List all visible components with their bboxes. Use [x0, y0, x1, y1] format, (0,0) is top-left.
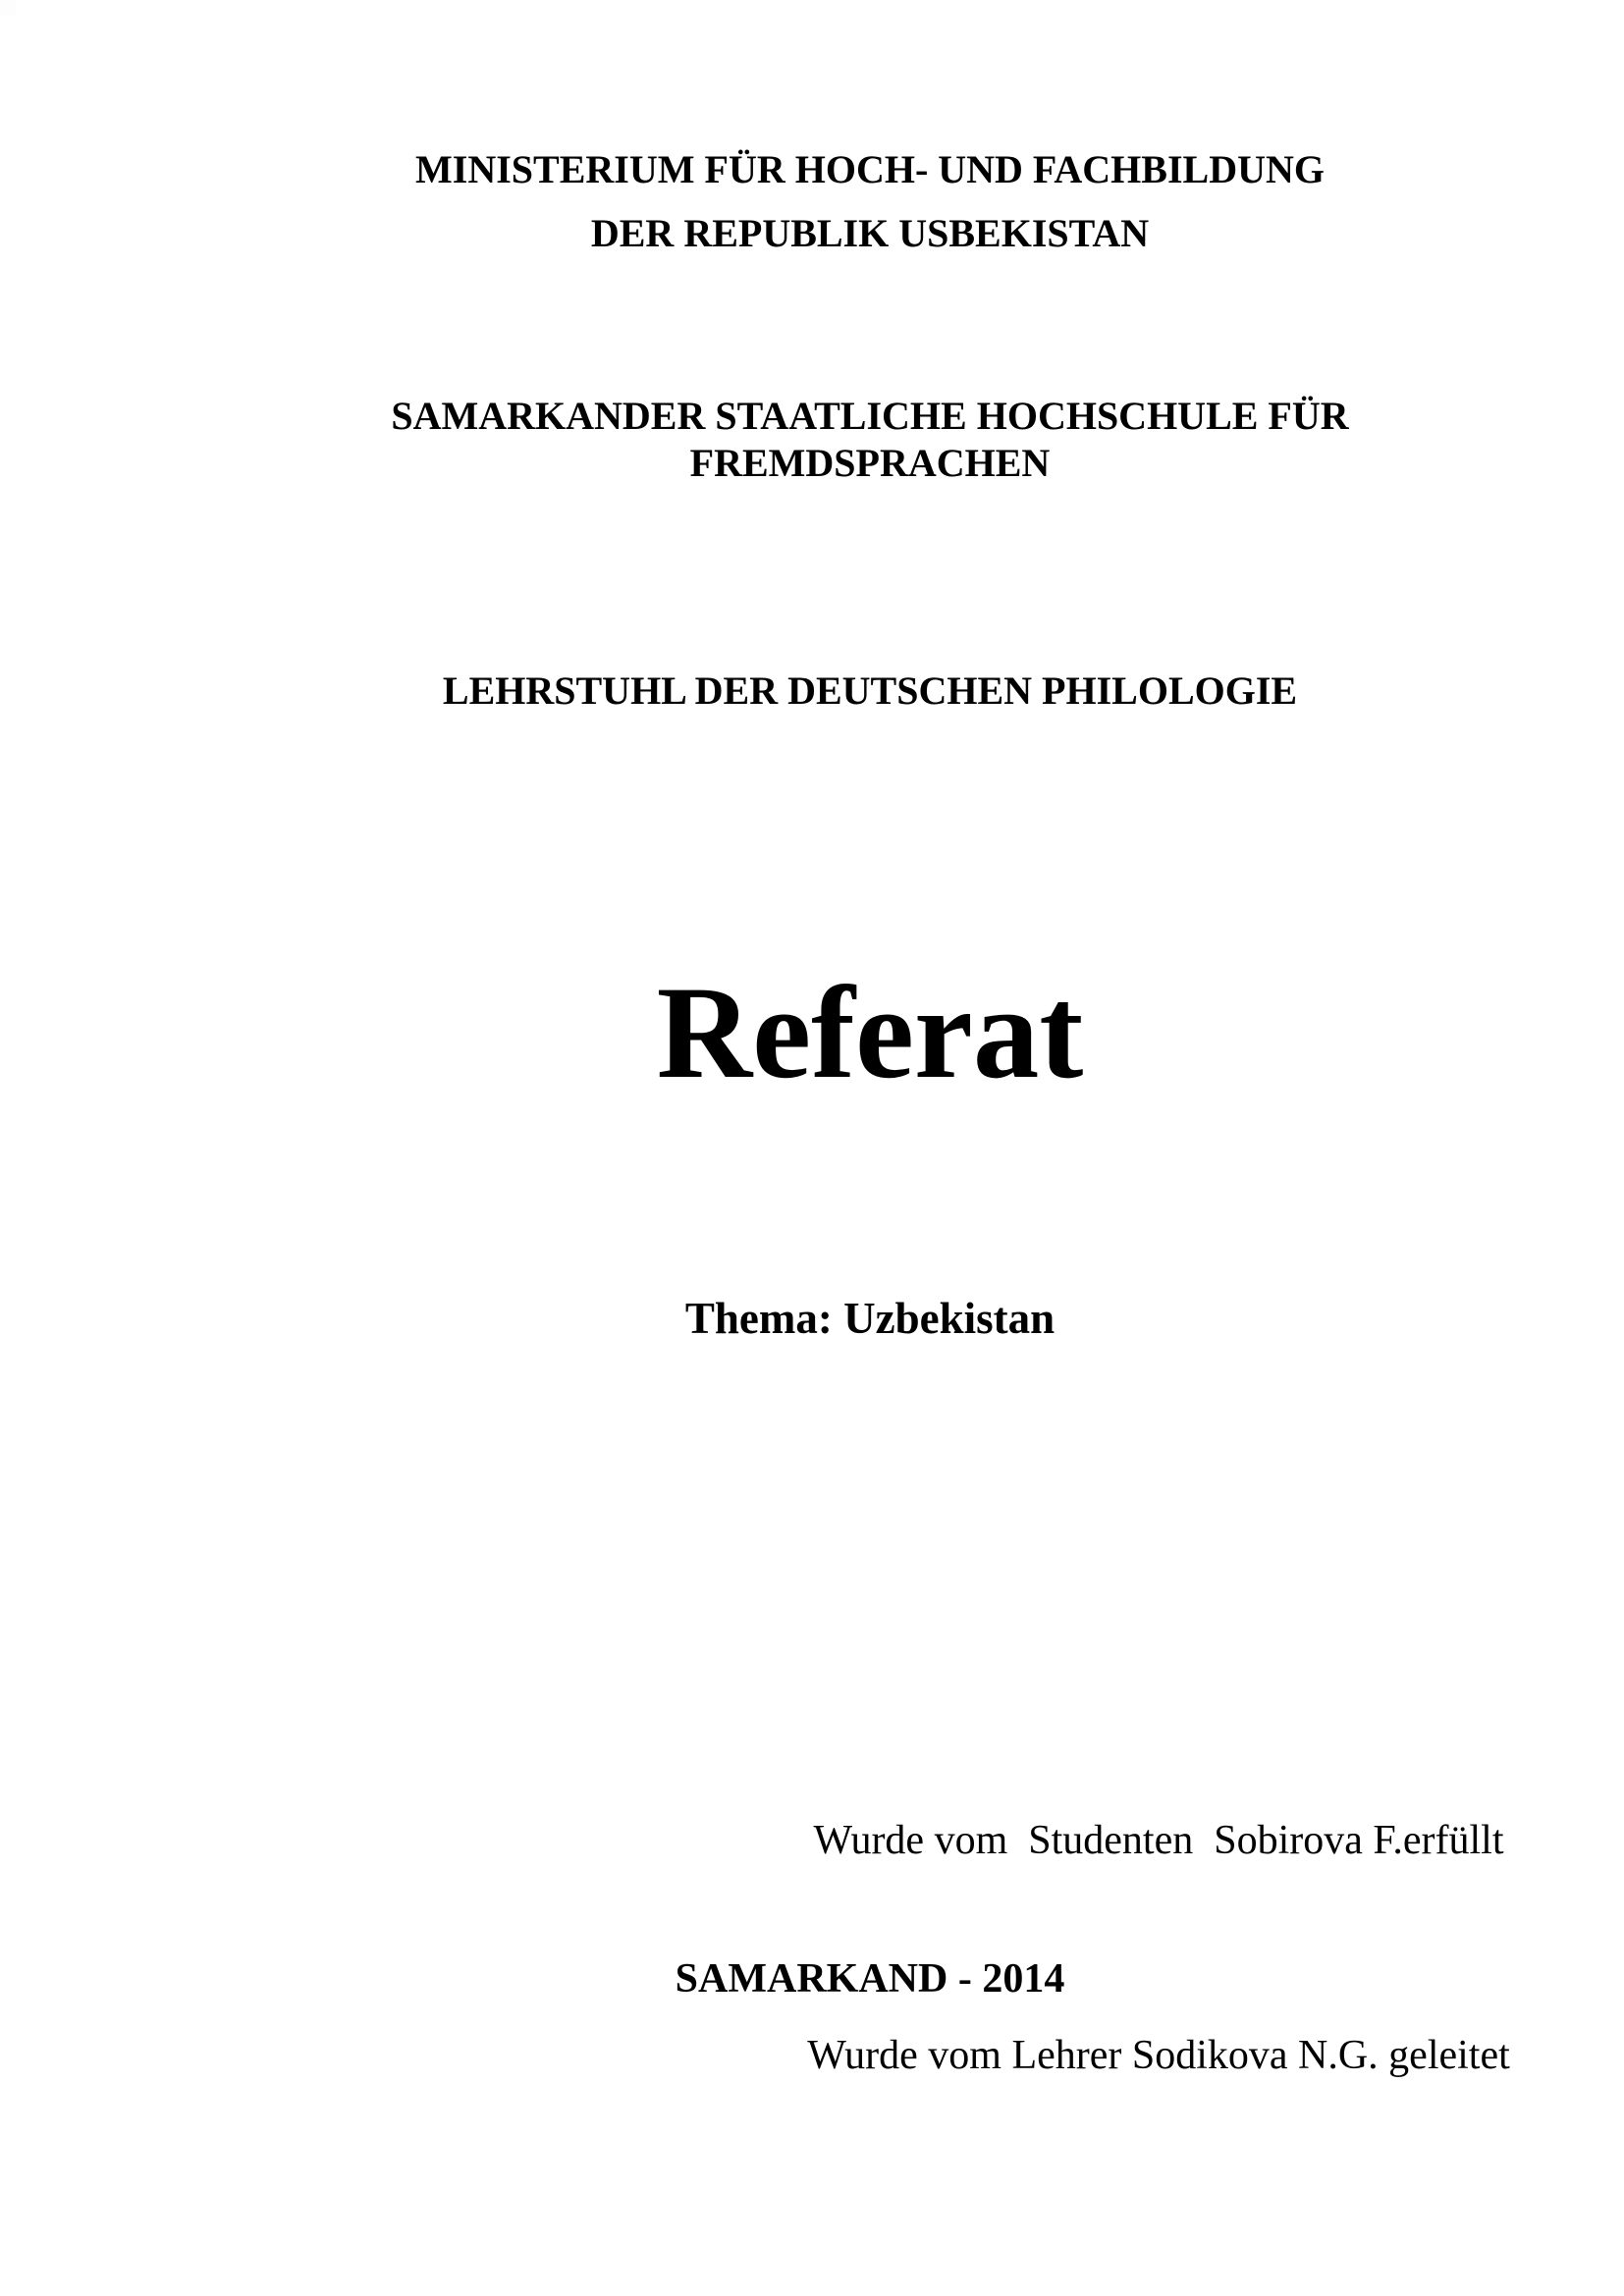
footer-city-year: SAMARKAND - 2014: [675, 1956, 1065, 2002]
institution-heading: [232, 393, 1508, 487]
scan-artifact: [0, 0, 16, 16]
attribution-student-line: Wurde vom Studenten Sobirova F.erfüllt: [813, 1818, 1504, 1863]
attribution-block: [727, 1662, 1591, 2235]
department-heading: LEHRSTUHL DER DEUTSCHEN PHILOLOGIE: [442, 668, 1298, 713]
attribution-teacher-line: Wurde vom Lehrer Sodikova N.G. geleitet: [807, 2033, 1510, 2078]
institution-line-1: SAMARKANDER STAATLICHE HOCHSCHULE FÜR: [391, 394, 1349, 438]
ministry-line-2: DER REPUBLIK USBEKISTAN: [590, 211, 1150, 255]
ministry-heading: [232, 137, 1508, 265]
ministry-line-1: MINISTERIUM FÜR HOCH- UND FACHBILDUNG: [415, 147, 1325, 191]
document-title: Referat: [656, 960, 1084, 1106]
institution-line-2: FREMDSPRACHEN: [689, 441, 1051, 485]
topic-line: Thema: Uzbekistan: [684, 1294, 1056, 1343]
